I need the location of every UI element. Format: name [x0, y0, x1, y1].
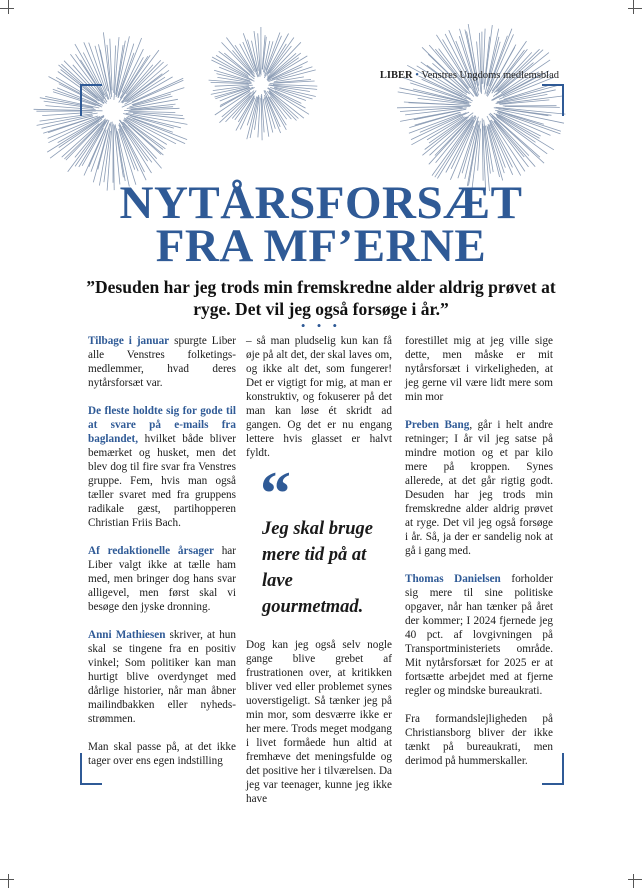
firework-ray	[79, 120, 108, 167]
crop-mark-top-right-h	[628, 8, 642, 9]
paragraph-lead: De fleste holdte sig for gode til at svare på e-mails fra baglandet,	[88, 405, 236, 445]
firework-ray	[268, 53, 297, 78]
paragraph	[88, 334, 236, 390]
publication-tagline: Venstres Ungdoms medlemsblad	[421, 70, 559, 81]
paragraph: Man skal passe på, at det ikke tager over ens egen indstilling	[88, 741, 236, 767]
paragraph-text: hvilket både bliver bemærket og husket, men det blev dog til fire svar fra Venstres gruppe. Fem, hvis man også tæller svaret med fra gruppens radikale gæst, partihopperen Christian Friis Bach.	[88, 433, 236, 529]
firework-ray	[264, 34, 288, 78]
firework-ray	[267, 56, 307, 80]
crop-mark-top-right	[633, 0, 634, 14]
corner-bracket-top-left	[80, 84, 102, 116]
author-name-anni-mathiesen: Anni Mathiesen	[88, 629, 166, 641]
firework-ray	[445, 34, 477, 97]
author-name-preben-bang: Preben Bang	[405, 419, 470, 431]
crop-mark-bottom-right-h	[628, 879, 642, 880]
title-line-2: FRA MF’ERNE	[155, 220, 487, 272]
paragraph-lead: Tilbage i januar	[88, 335, 170, 347]
crop-mark-bottom-left-h	[0, 879, 14, 880]
paragraph	[88, 628, 236, 726]
paragraph: Fra formandslejligheden på Christiansborg bliver der ikke tænkt på bureaukrati, men derimod på hummerskaller.	[405, 713, 553, 767]
crop-mark-top-left-h	[0, 8, 14, 9]
paragraph: Dog kan jeg også selv nogle gange blive grebet af frustrationen over, at kritikken bliver ved eller problemet synes uoverstigeligt. Så tænker jeg på min mor, som desværre ikke er her mere. Trods meget modgang i livet formåede hun altid at fremhæve det meningsfulde og det positive her i tilværelsen. Da jeg var teenager, kunne jeg ikke have	[246, 639, 392, 805]
article-title	[0, 177, 642, 272]
pull-quote: Jeg skal bruge mere tid på at lave gourmetmad.	[262, 519, 373, 617]
paragraph	[405, 572, 553, 698]
publication-header	[380, 70, 559, 81]
paragraph	[88, 404, 236, 530]
firework-ray	[62, 124, 99, 158]
crop-mark-top-left	[8, 0, 9, 14]
firework-ray	[410, 83, 471, 103]
paragraph	[88, 544, 236, 614]
title-line-1: NYTÅRSFORSÆT	[119, 177, 523, 229]
divider-dots: • • •	[300, 318, 342, 333]
paragraph-lead: Af redaktionelle årsager	[88, 545, 214, 557]
article-subtitle: ”Desuden har jeg trods min fremskredne alder aldrig prøvet at ryge. Det vil jeg også forsøge i år.”	[86, 277, 556, 319]
paragraph-text: forholder sig mere til sine politiske opgaver, når han tænker på året der kommer; I 2024 fjernede jeg 40 pct. af lovgivningen på Transportministeriets område. Mit nytårsforsæt for 2025 er at fortsætte arbejdet med at fjerne regler og mindske bureaukrati.	[405, 573, 553, 697]
author-name-thomas-danielsen: Thomas Danielsen	[405, 573, 501, 585]
paragraph-text: skriver, at hun skal se tingene fra en positiv vinkel; Som politiker kan man hurtigt blive overdynget med dårlige historier, når man åbner mailindbakken eller nyhedsstrømmen.	[88, 629, 236, 725]
article-column-2	[246, 334, 392, 820]
firework-ray	[487, 126, 500, 178]
paragraph-text: spurgte Liber alle Venstres folketingsmedlemmer, hvad deres nytårsforsæt var.	[88, 335, 236, 389]
article-column-1	[88, 334, 236, 782]
paragraph: – så man pludselig kun kan få øje på alt det, der skal laves om, og ikke alt det, som fungerer! Det er vigtigt for mig, at man er konstruktiv, og fokuserer på det man kan løse ét skridt ad gangen. Og det er nu engang lettere hvis glasset er halvt fyldt.	[246, 335, 392, 459]
crop-mark-bottom-right	[633, 874, 634, 888]
paragraph-text: har Liber valgt ikke at tælle ham med, men bringer dog hans svar alligevel, men først skal vi besøge den jyske dronning.	[88, 545, 236, 613]
firework-ray	[430, 120, 468, 156]
crop-mark-bottom-left	[8, 874, 9, 888]
paragraph: forestillet mig at jeg ville sige dette, men måske er mit nytårsforsæt i virkeligheden, at jeg gerne vil være lidt mere som min mor	[405, 335, 553, 403]
paragraph-text: , går i helt andre retninger; I år vil jeg satse på mindre motion og et par kilo mere på kroppen. Synes allerede, at det går rigtig godt. Desuden har jeg trods min fremskredne alder aldrig prøvet at ryge. Det vil jeg også forsøge i år. Så, ja der er sandelig nok at gå i gang med.	[405, 419, 553, 557]
publication-name: LIBER	[379, 70, 413, 81]
paragraph	[405, 418, 553, 558]
header-separator: •	[415, 70, 419, 81]
article-column-3	[405, 334, 553, 782]
corner-bracket-top-right	[542, 84, 564, 116]
fireworks-center-icon	[196, 24, 326, 144]
quote-mark-icon: “	[260, 460, 291, 528]
fireworks-left-icon	[28, 26, 198, 196]
